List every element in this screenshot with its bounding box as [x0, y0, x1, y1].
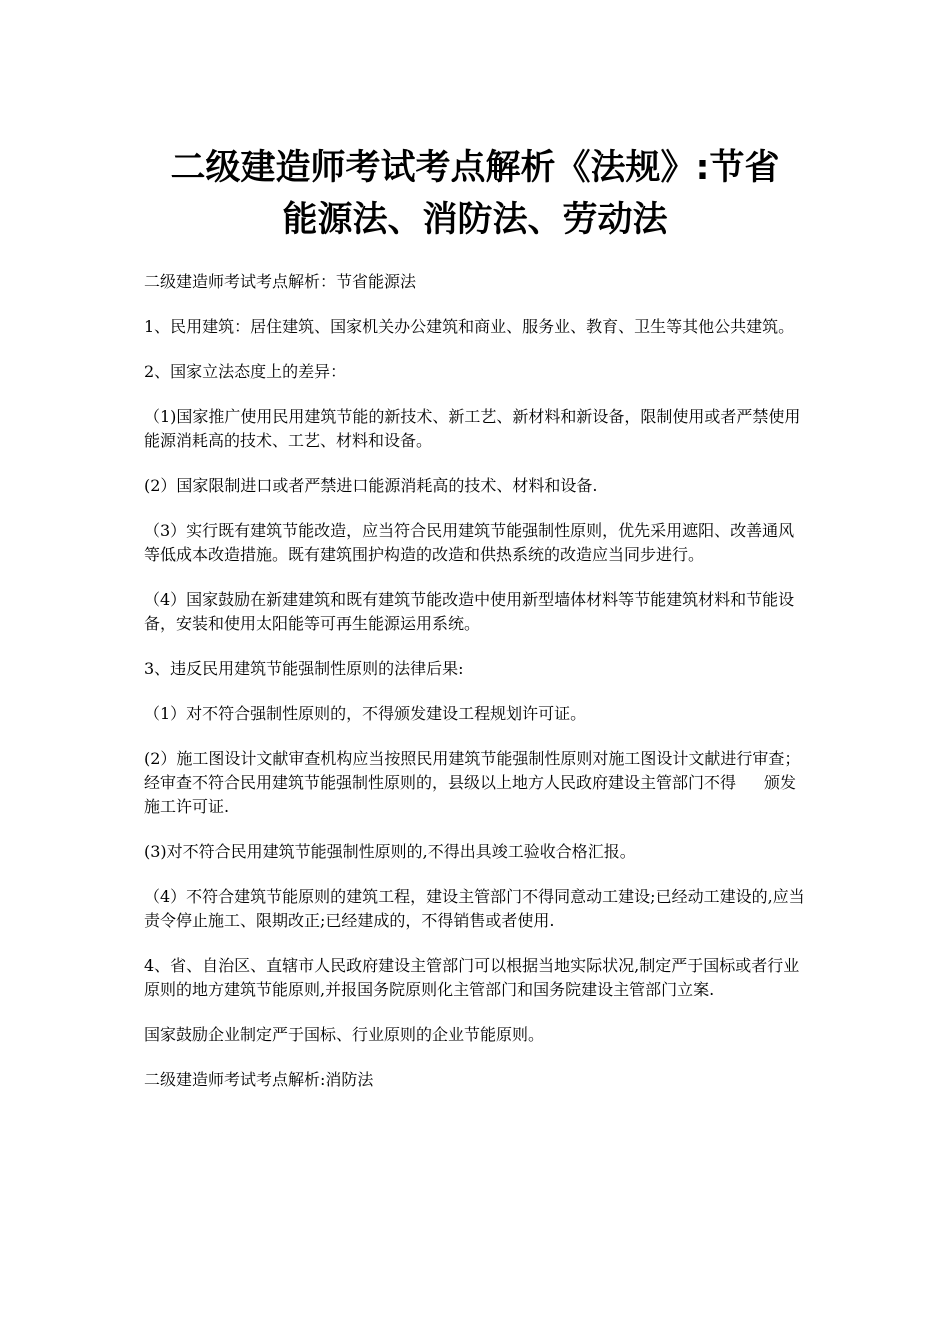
paragraph-enterprise-standards: 国家鼓励企业制定严于国标、行业原则的企业节能原则。 — [144, 1025, 545, 1044]
document-body — [144, 270, 808, 1113]
paragraph-item-2-3: （3）实行既有建筑节能改造，应当符合民用建筑节能强制性原则，优先采用遮阳、改善通风等低成本改造措施。既有建筑围护构造的改造和供热系统的改造应当同步进行。 — [144, 521, 795, 564]
paragraph-civil-buildings: 1、民用建筑：居住建筑、国家机关办公建筑和商业、服务业、教育、卫生等其他公共建筑。 — [144, 317, 795, 336]
paragraph-item-3-2-tail: 颁发施工许可证. — [144, 773, 797, 816]
title-line-1: 二级建造师考试考点解析《法规》:节省 — [170, 148, 780, 188]
paragraph-local-standards: 4、省、自治区、直辖市人民政府建设主管部门可以根据当地实际状况,制定严于国标或者行业原则的地方建筑节能原则,并报国务院原则化主管部门和国务院建设主管部门立案. — [144, 956, 800, 999]
paragraph-item-2-4: （4）国家鼓励在新建建筑和既有建筑节能改造中使用新型墙体材料等节能建筑材料和节能设备，安装和使用太阳能等可再生能源运用系统。 — [144, 590, 795, 633]
paragraph-item-2-1: （1)国家推广使用民用建筑节能的新技术、新工艺、新材料和新设备，限制使用或者严禁使用能源消耗高的技术、工艺、材料和设备。 — [144, 407, 801, 450]
paragraph-item-3-2-text: (2）施工图设计文献审查机构应当按照民用建筑节能强制性原则对施工图设计文献进行审查；经审查不符合民用建筑节能强制性原则的，县级以上地方人民政府建设主管部门不得 — [144, 749, 801, 792]
paragraph-item-3-1: （1）对不符合强制性原则的，不得颁发建设工程规划许可证。 — [144, 704, 587, 723]
document-title — [140, 142, 810, 246]
paragraph-legislative-attitude: 2、国家立法态度上的差异： — [144, 362, 347, 381]
paragraph-item-2-2: (2）国家限制进口或者严禁进口能源消耗高的技术、材料和设备. — [144, 476, 598, 495]
paragraph-legal-consequences: 3、违反民用建筑节能强制性原则的法律后果: — [144, 659, 464, 678]
paragraph-item-3-4: （4）不符合建筑节能原则的建筑工程，建设主管部门不得同意动工建设;已经动工建设的,应当责令停止施工、限期改正;已经建成的，不得销售或者使用. — [144, 887, 805, 930]
section-heading-fire-law: 二级建造师考试考点解析:消防法 — [144, 1070, 374, 1089]
title-line-2: 能源法、消防法、劳动法 — [282, 200, 668, 240]
paragraph-item-3-3: (3)对不符合民用建筑节能强制性原则的,不得出具竣工验收合格汇报。 — [144, 842, 636, 861]
section-heading-energy-law: 二级建造师考试考点解析：节省能源法 — [144, 272, 417, 291]
paragraph-item-3-2 — [144, 747, 808, 819]
